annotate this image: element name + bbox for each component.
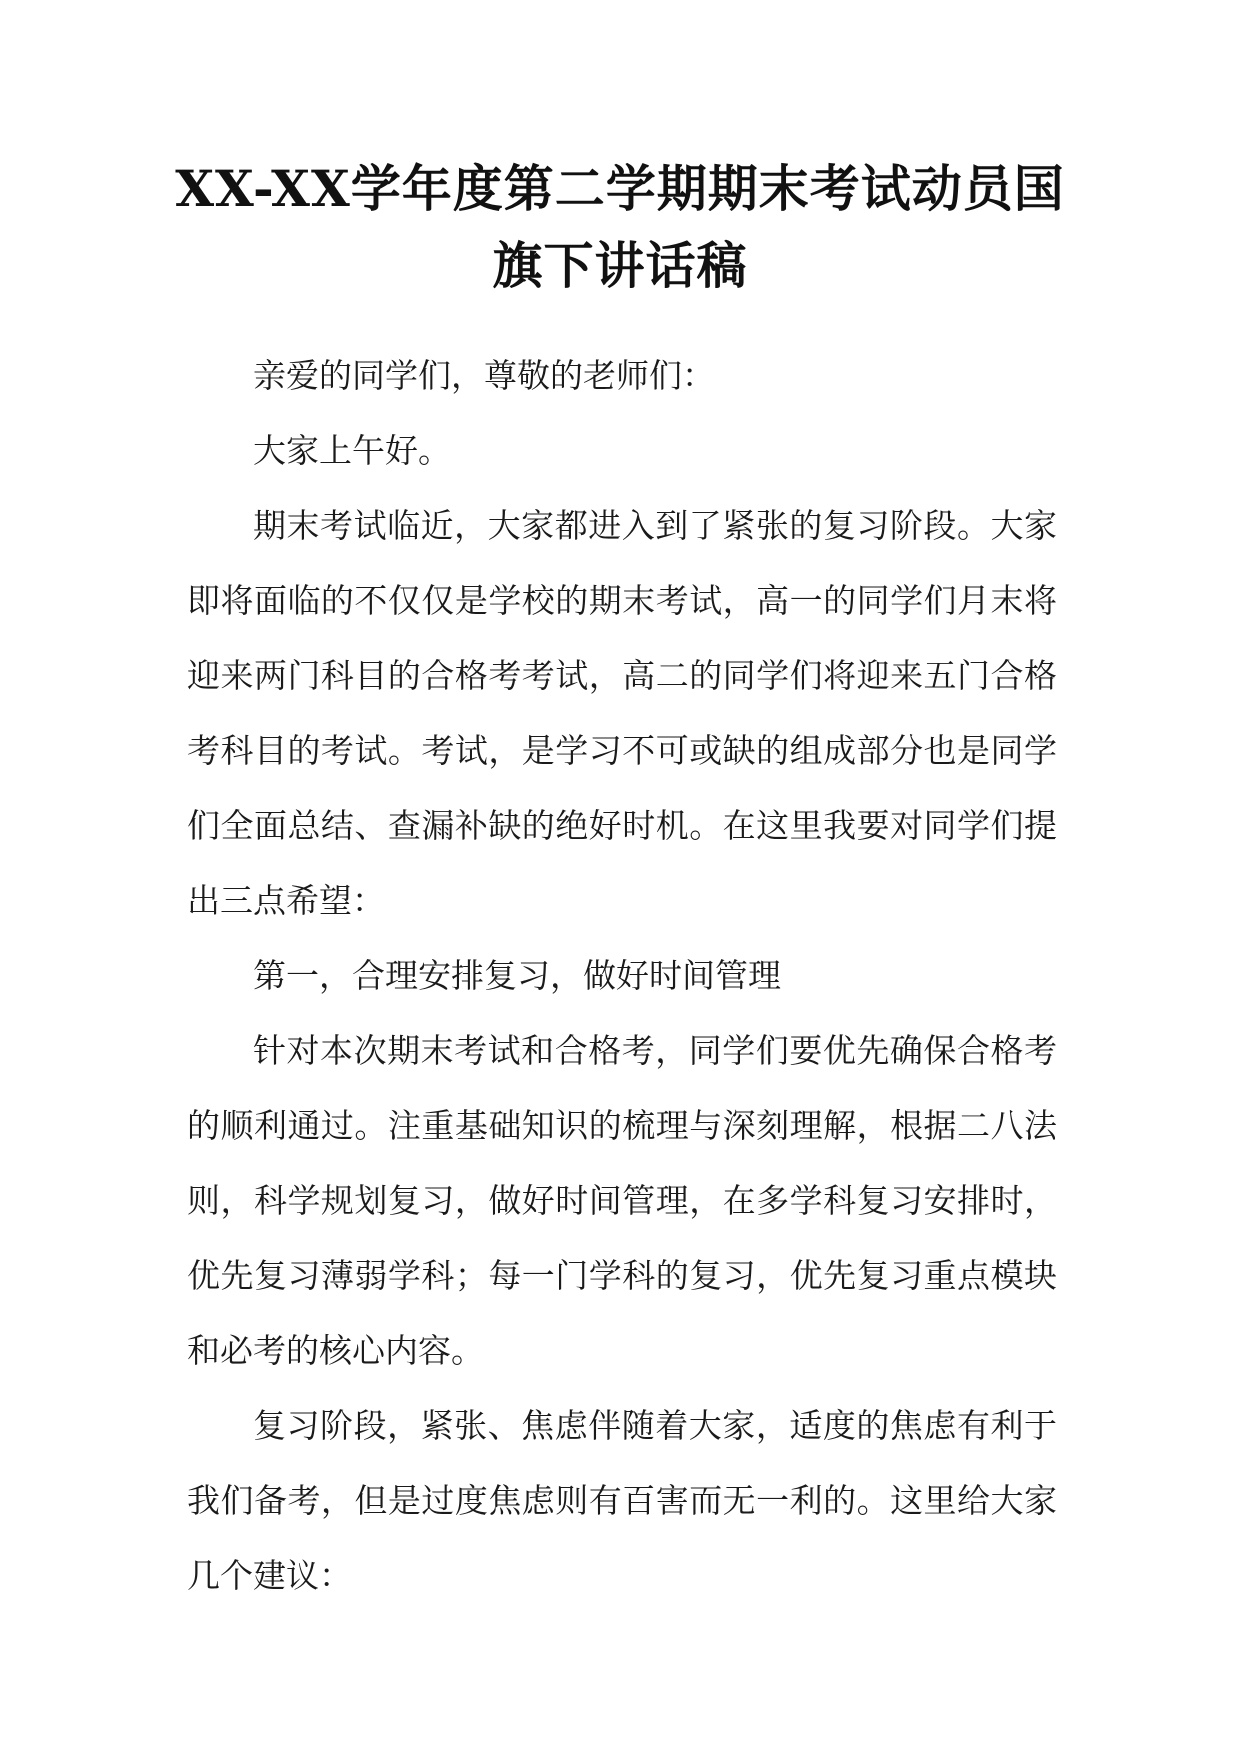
paragraph-point-one-heading: 第一，合理安排复习，做好时间管理 [253, 956, 781, 995]
paragraph-greeting: 亲爱的同学们，尊敬的老师们： [253, 356, 715, 395]
paragraph-salutation: 大家上午好。 [253, 431, 451, 470]
document-title: XX-XX学年度第二学期期末考试动员国旗下讲话稿 [175, 159, 1065, 295]
document-body [187, 338, 1057, 1613]
paragraph-anxiety: 复习阶段，紧张、焦虑伴随着大家，适度的焦虑有利于我们备考，但是过度焦虑则有百害而无一利的。这里给大家几个建议： [187, 1406, 1057, 1595]
paragraph-point-one-body: 针对本次期末考试和合格考，同学们要优先确保合格考的顺利通过。注重基础知识的梳理与深刻理解，根据二八法则，科学规划复习，做好时间管理，在多学科复习安排时，优先复习薄弱学科；每一门学科的复习，优先复习重点模块和必考的核心内容。 [187, 1031, 1057, 1370]
paragraph-intro: 期末考试临近，大家都进入到了紧张的复习阶段。大家即将面临的不仅仅是学校的期末考试，高一的同学们月末将迎来两门科目的合格考考试，高二的同学们将迎来五门合格考科目的考试。考试，是学习不可或缺的组成部分也是同学们全面总结、查漏补缺的绝好时机。在这里我要对同学们提出三点希望： [187, 506, 1057, 920]
